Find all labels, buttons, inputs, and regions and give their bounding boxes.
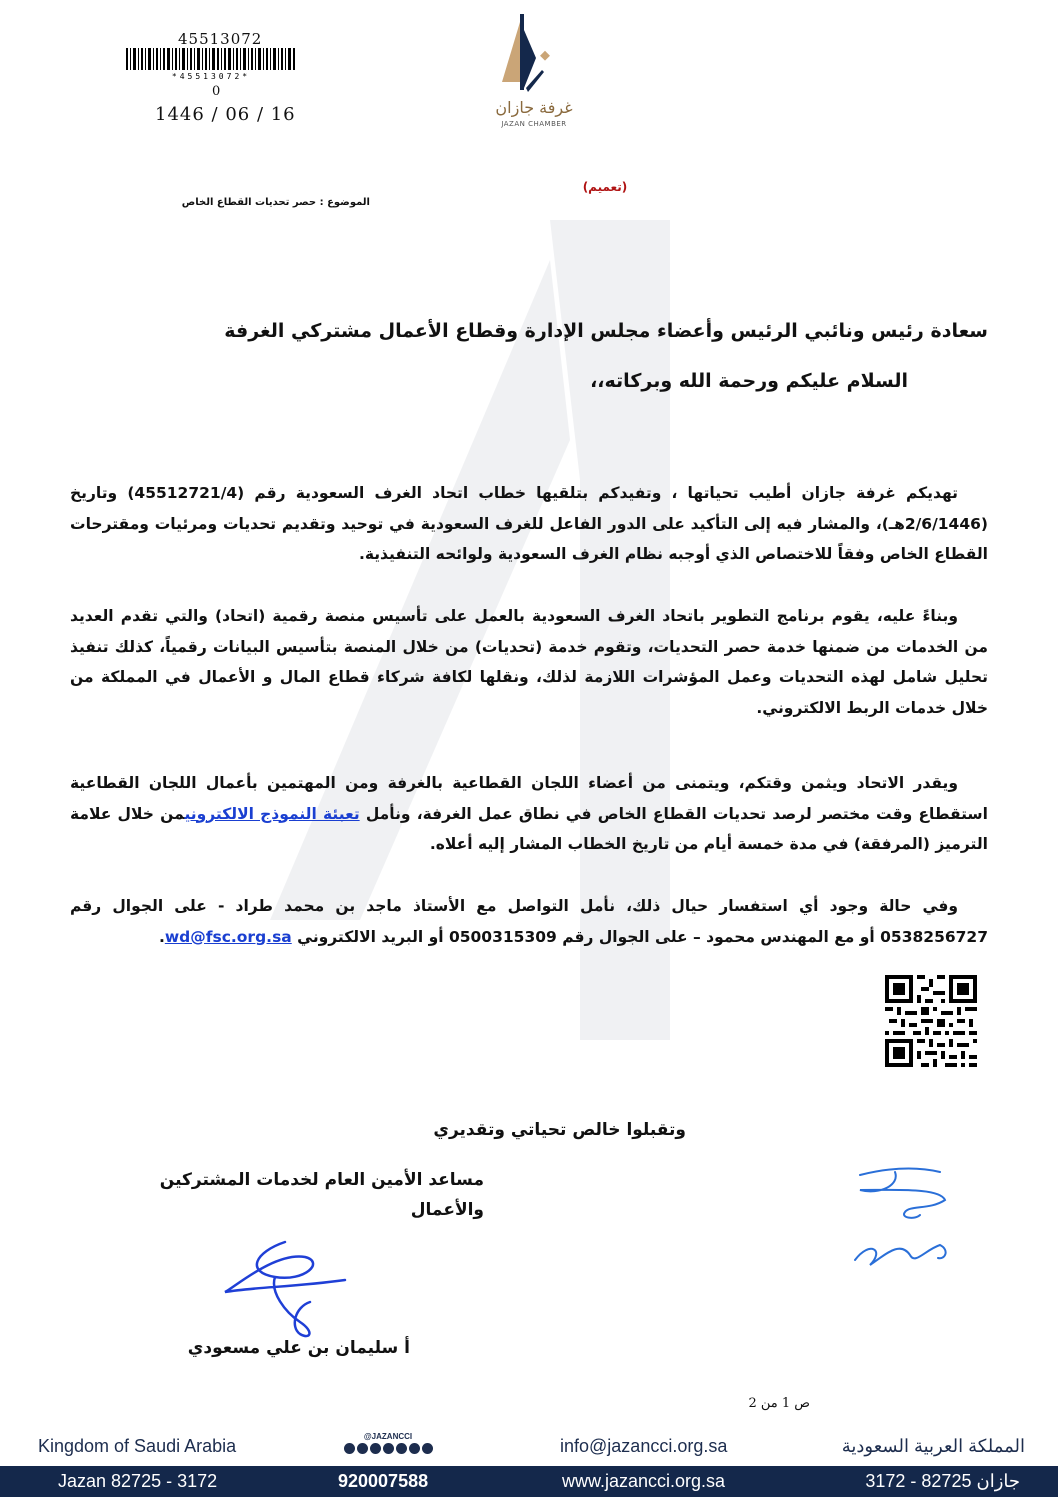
- signatory-title-line1: مساعد الأمين العام لخدمات المشتركين: [159, 1170, 484, 1190]
- footer-address-ar: جازان 82725 - 3172: [865, 1471, 1020, 1491]
- email-icon[interactable]: [344, 1443, 355, 1454]
- footer-website[interactable]: www.jazancci.org.sa: [562, 1471, 726, 1491]
- hijri-date: 1446 / 06 / 16: [155, 104, 296, 125]
- signatory-title-line2: والأعمال: [410, 1200, 484, 1220]
- footer-address-en: Jazan 82725 - 3172: [58, 1471, 218, 1491]
- paragraph-2: [70, 601, 988, 723]
- paragraph-3: [70, 768, 988, 860]
- greeting: السلام عليكم ورحمة الله وبركاته،،: [590, 370, 908, 392]
- svg-text:*45513072*: *45513072*: [171, 72, 251, 80]
- fill-form-link[interactable]: تعبئة النموذج الالكتروني: [184, 804, 360, 823]
- closing-line: وتقبلوا خالص تحياتي وتقديري: [433, 1120, 686, 1140]
- x-icon[interactable]: [357, 1443, 368, 1454]
- salutation: سعادة رئيس ونائبي الرئيس وأعضاء مجلس الإدارة وقطاع الأعمال مشتركي الغرفة: [224, 320, 988, 342]
- footer-country-en: Kingdom of Saudi Arabia: [38, 1436, 237, 1456]
- footer-phone[interactable]: 920007588: [338, 1471, 429, 1491]
- instagram-icon[interactable]: [383, 1443, 394, 1454]
- barcode-suffix: 0: [212, 84, 221, 99]
- barcode-number: 45513072: [178, 30, 263, 48]
- footer-social-handle[interactable]: @JAZANCCI: [363, 1432, 413, 1441]
- youtube-icon[interactable]: [396, 1443, 407, 1454]
- footer-country-ar: المملكة العربية السعودية: [841, 1436, 1025, 1456]
- signature-image: [215, 1232, 355, 1342]
- logo-arabic-text: غرفة جازان: [495, 98, 573, 117]
- paragraph-3-text-end: من خلال علامة الترميز (المرفقة) في مدة خمسة أيام من تاريخ الخطاب المشار إليه أعلاه.: [70, 804, 988, 853]
- circular-label: (تعميم): [582, 180, 628, 194]
- footer-social-icons: [338, 1443, 438, 1457]
- email-link[interactable]: wd@fsc.org.sa: [164, 927, 292, 946]
- paragraph-4-text: وفي حالة وجود أي استفسار حيال ذلك، نأمل التواصل مع الأستاذ ماجد بن محمد طراد - على الجوال رقم 0538256727 أو مع المهندس محمود – على الجوال رقم 0500315309 أو البريد الالكتروني: [70, 897, 988, 946]
- paragraph-4-end: .: [158, 927, 165, 946]
- paragraph-3-text: ويقدر الاتحاد ويثمن وقتكم، ويتمنى من أعضاء اللجان القطاعية بالغرفة ومن المهتمين بأعمال اللجان القطاعية استقطاع وقت مختصر لرصد تحديات القطاع الخاص في نطاق عمل الغرفة، ونأمل: [70, 774, 988, 823]
- barcode: [126, 48, 296, 80]
- signatory-name: أ سليمان بن علي مسعودي: [187, 1338, 410, 1358]
- paragraph-1: [70, 478, 988, 570]
- signatory-title: [100, 1165, 484, 1225]
- logo-english-text: JAZAN CHAMBER: [501, 120, 567, 128]
- subject-line: الموضوع : حصر تحديات القطاع الخاص: [181, 197, 370, 208]
- paragraph-2-text: وبناءً عليه، يقوم برنامج التطوير باتحاد الغرف السعودية بالعمل على تأسيس منصة رقمية (اتحاد) والتي تقدم العديد من الخدمات من ضمنها خدمة حصر التحديات، وتقوم خدمة (تحديات) من خلال المنصة بتأسيس البيانات رقمياً، كذلك تنفيذ تحليل شامل لهذه التحديات وعمل المؤشرات اللازمة لذلك، ونقلها لكافة شركاء قطاع المال و الأعمال في المملكة من خلال خدمات الربط الالكتروني.: [70, 607, 988, 717]
- footer-bar: [0, 1466, 1058, 1497]
- footer-email[interactable]: info@jazancci.org.sa: [560, 1436, 728, 1456]
- qr-code-icon[interactable]: [885, 975, 977, 1067]
- paragraph-4: [70, 891, 988, 952]
- snapchat-icon[interactable]: [409, 1443, 420, 1454]
- paragraph-1-text: تهديكم غرفة جازان أطيب تحياتها ، وتفيدكم بتلقيها خطاب اتحاد الغرف السعودية رقم (45512721/4) وتاريخ (2/6/1446هـ)، والمشار فيه إلى التأكيد على الدور الفاعل للغرف السعودية في توحيد وتقديم تحديات ومرئيات ومقترحات القطاع الخاص وفقاً للاختصاص الذي أوجبه نظام الغرف السعودية ولوائحه التنفيذية.: [70, 484, 988, 563]
- initial-signature-image: [840, 1160, 960, 1285]
- facebook-icon[interactable]: [370, 1443, 381, 1454]
- linkedin-icon[interactable]: [422, 1443, 433, 1454]
- page-number: ص 1 من 2: [748, 1396, 810, 1411]
